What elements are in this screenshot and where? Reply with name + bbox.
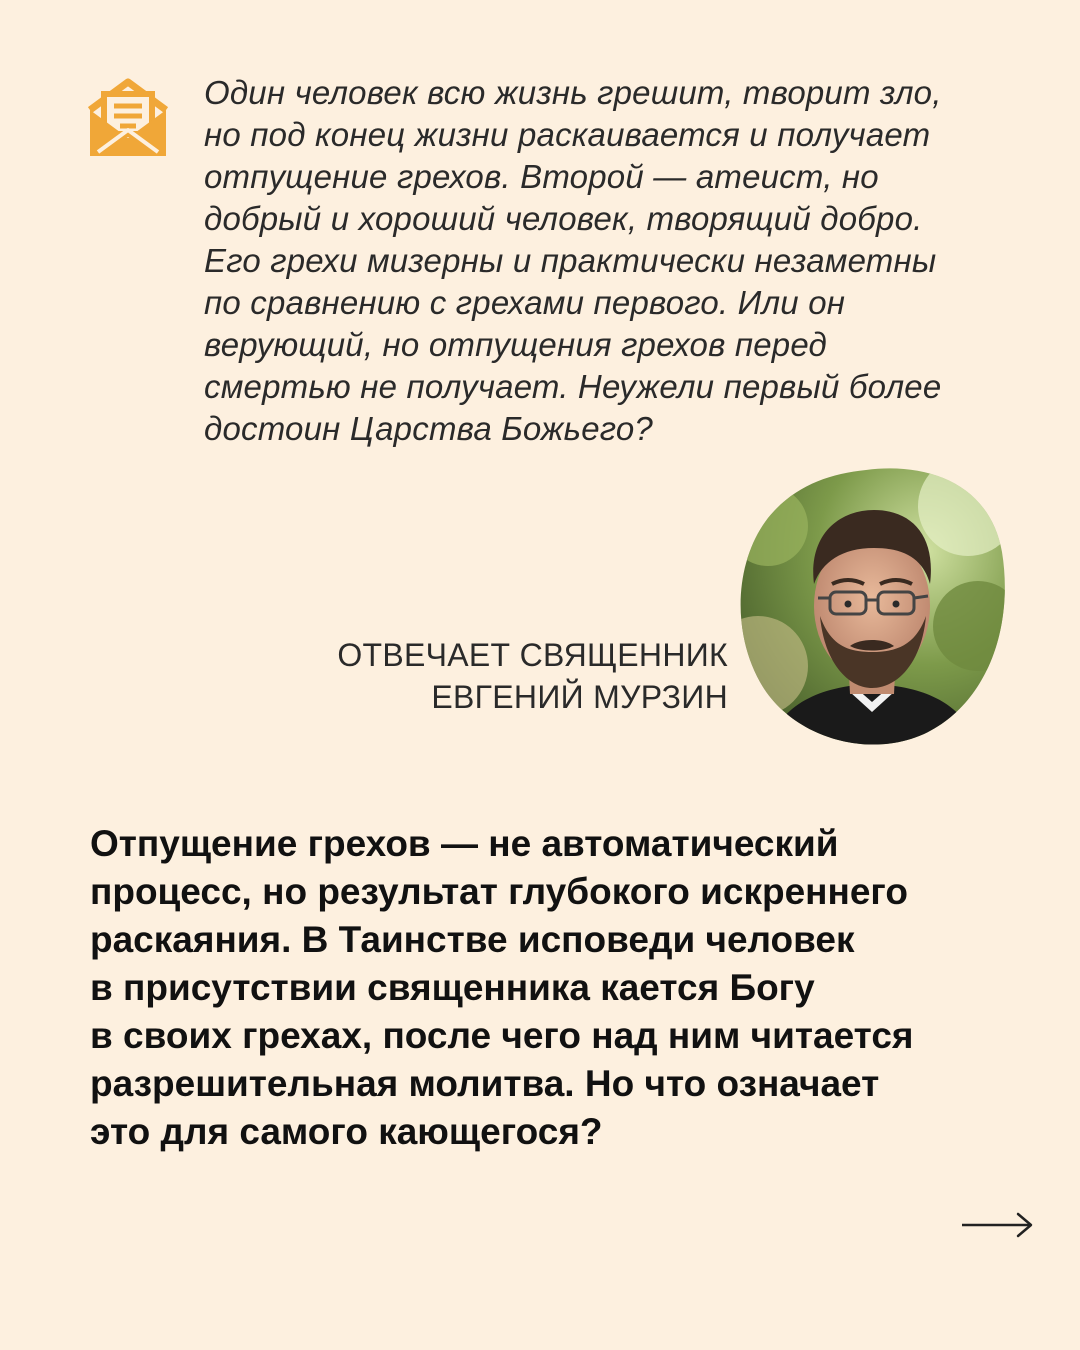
answer-text: Отпущение грехов — не автоматический процесс, но результат глубокого искреннего раскаяния. В Таинстве исповеди человек в присутствии священника кается Богу в своих грехах, после чего над ним читается разрешительная молитва. Но что означает это для самого кающегося?: [90, 823, 914, 1152]
arrow-right-icon[interactable]: [960, 1210, 1034, 1240]
byline-role: ОТВЕЧАЕТ СВЯЩЕННИК: [337, 637, 728, 673]
author-portrait: [738, 466, 1006, 748]
question-text: Один человек всю жизнь грешит, творит зло, но под конец жизни раскаивается и получает отпущение грехов. Второй — атеист, но добрый и хороший человек, творящий добро. Его грехи мизерны и практически незаметны по сравнению с грехами первого. Или он верующий, но отпущения грехов перед смертью не получает. Неужели первый более достоин Царства Божьего?: [204, 74, 942, 447]
author-byline: [337, 634, 728, 718]
envelope-open-icon: [84, 74, 172, 162]
byline-name: ЕВГЕНИЙ МУРЗИН: [431, 679, 728, 715]
